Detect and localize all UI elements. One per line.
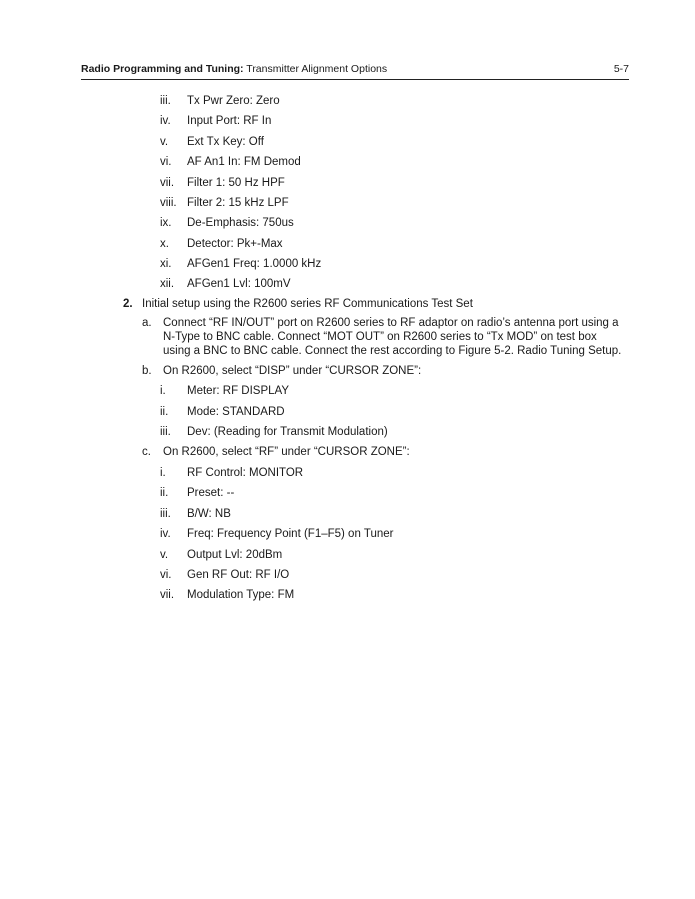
list-item-text: Output Lvl: 20dBm (187, 549, 283, 561)
list-item-text: B/W: NB (187, 508, 231, 520)
list-item-number: i. (160, 467, 166, 479)
list-item-text: AFGen1 Freq: 1.0000 kHz (187, 258, 322, 270)
list-item-text: Gen RF Out: RF I/O (187, 569, 290, 581)
list-item-number: vi. (160, 156, 172, 168)
list-item-text: Meter: RF DISPLAY (187, 385, 290, 397)
list-item-text: Input Port: RF In (187, 115, 272, 127)
list-item-text: Filter 1: 50 Hz HPF (187, 177, 285, 189)
list-item-number: iii. (160, 426, 171, 438)
list-item-number: vii. (160, 177, 175, 189)
step-number: 2. (123, 298, 133, 310)
list-item-number: vi. (160, 569, 172, 581)
list-item-number: iii. (160, 508, 171, 520)
list-item-text: Filter 2: 15 kHz LPF (187, 197, 289, 209)
substep-number: b. (142, 365, 152, 377)
list-item-number: i. (160, 385, 166, 397)
list-item-number: xii. (160, 278, 175, 290)
list-item-text: AF An1 In: FM Demod (187, 156, 301, 168)
substep-text: On R2600, select “DISP” under “CURSOR ZONE”: (163, 365, 422, 377)
page-number: 5-7 (613, 63, 629, 75)
list-item-number: ii. (160, 406, 169, 418)
list-item-text: Freq: Frequency Point (F1–F5) on Tuner (187, 528, 394, 540)
step-text: Initial setup using the R2600 series RF Communications Test Set (142, 298, 473, 310)
header-title-bold: Radio Programming and Tuning: (81, 63, 244, 75)
list-item-text: Modulation Type: FM (187, 589, 295, 601)
list-item-text: Mode: STANDARD (187, 406, 285, 418)
list-item-number: x. (160, 238, 169, 250)
list-item-number: ix. (160, 217, 172, 229)
page-header (81, 62, 629, 78)
list-item-text: Ext Tx Key: Off (187, 136, 264, 148)
list-item-number: v. (160, 136, 169, 148)
list-item-number: viii. (160, 197, 177, 209)
list-item-number: iv. (160, 115, 171, 127)
substep-number: a. (142, 317, 152, 329)
list-item-text: AFGen1 Lvl: 100mV (187, 278, 291, 290)
list-item-text: Tx Pwr Zero: Zero (187, 95, 280, 107)
list-item-number: vii. (160, 589, 175, 601)
list-item-number: v. (160, 549, 169, 561)
list-item-text: Dev: (Reading for Transmit Modulation) (187, 426, 388, 438)
list-item-number: iii. (160, 95, 171, 107)
substep-text: Connect “RF IN/OUT” port on R2600 series to RF adaptor on radio’s antenna port using a N-Type to BNC cable. Connect “MOT OUT” on R2600 series to “Tx MOD” on test box using a BNC to BNC cable. Connect the rest according to Figure 5-2. Radio Tuning Setup. (163, 317, 622, 357)
list-item-text: RF Control: MONITOR (187, 467, 304, 479)
list-item-text: Preset: -- (187, 487, 235, 499)
list-item-text: De-Emphasis: 750us (187, 217, 294, 229)
substep-text: On R2600, select “RF” under “CURSOR ZONE”: (163, 446, 410, 458)
list-item-text: Detector: Pk+-Max (187, 238, 283, 250)
list-item-number: xi. (160, 258, 172, 270)
substep-number: c. (142, 446, 151, 458)
list-item-number: iv. (160, 528, 171, 540)
header-rule (81, 79, 629, 80)
header-title-rest: Transmitter Alignment Options (243, 63, 388, 75)
list-item-number: ii. (160, 487, 169, 499)
